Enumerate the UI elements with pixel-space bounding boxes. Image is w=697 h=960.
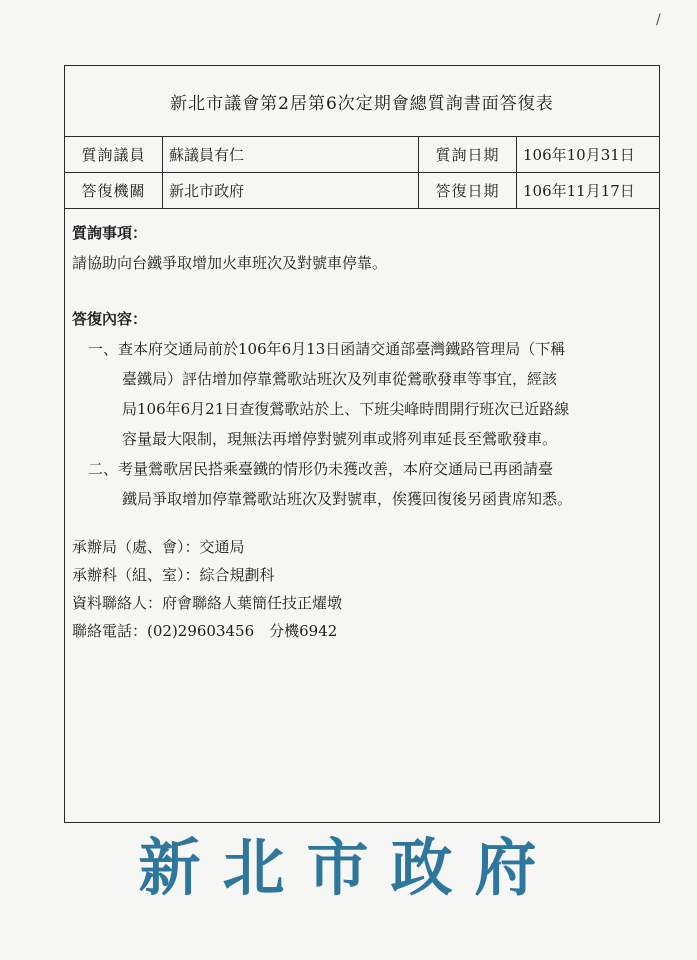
agency-value: 新北市政府 — [163, 173, 419, 208]
contact-bureau: 承辦局（處、會）：交通局 — [72, 538, 245, 556]
reply-item1-line2: 臺鐵局）評估增加停靠鶯歌站班次及列車從鶯歌發車等事宜，經該 — [122, 370, 558, 388]
reply-item2-line2: 鐵局爭取增加停靠鶯歌站班次及對號車，俟獲回復後另函貴席知悉。 — [122, 490, 573, 508]
reply-date-value: 106年11月17日 — [523, 182, 635, 200]
reply-item1-line3: 局106年6月21日查復鶯歌站於上、下班尖峰時間開行班次已近路線 — [122, 400, 570, 418]
info-row-reply — [65, 173, 659, 209]
inquirer-value: 蘇議員有仁 — [163, 137, 419, 172]
reply-item1-line4: 容量最大限制，現無法再增停對號列車或將列車延長至鶯歌發車。 — [122, 430, 558, 448]
reply-date-label: 答復日期 — [419, 173, 517, 208]
inquirer-label: 質詢議員 — [65, 137, 163, 172]
corner-mark: / — [656, 12, 661, 28]
contact-person: 資料聯絡人：府會聯絡人葉簡任技正燿墩 — [72, 594, 343, 612]
inquiry-date-value: 106年10月31日 — [523, 146, 635, 164]
form-title: 新北市議會第2居第6次定期會總質詢書面答復表 — [65, 66, 659, 137]
info-row-inquiry — [65, 137, 659, 173]
reply-item2-line1: 二、考量鶯歌居民搭乘臺鐵的情形仍未獲改善，本府交通局已再函請臺 — [88, 460, 554, 478]
reply-item1-line1: 一、查本府交通局前於106年6月13日函請交通部臺灣鐵路管理局（下稱 — [88, 340, 566, 358]
government-stamp: 新北市政府 — [138, 831, 559, 904]
agency-label: 答復機關 — [65, 173, 163, 208]
contact-section: 承辦科（組、室）：綜合規劃科 — [72, 566, 275, 584]
reply-label: 答復內容： — [72, 310, 148, 328]
inquiry-date-label: 質詢日期 — [419, 137, 517, 172]
inquiry-text: 請協助向台鐵爭取增加火車班次及對號車停靠。 — [72, 254, 388, 272]
contact-phone: 聯絡電話：(02)29603456 分機6942 — [72, 622, 338, 640]
inquiry-label: 質詢事項： — [72, 224, 148, 242]
